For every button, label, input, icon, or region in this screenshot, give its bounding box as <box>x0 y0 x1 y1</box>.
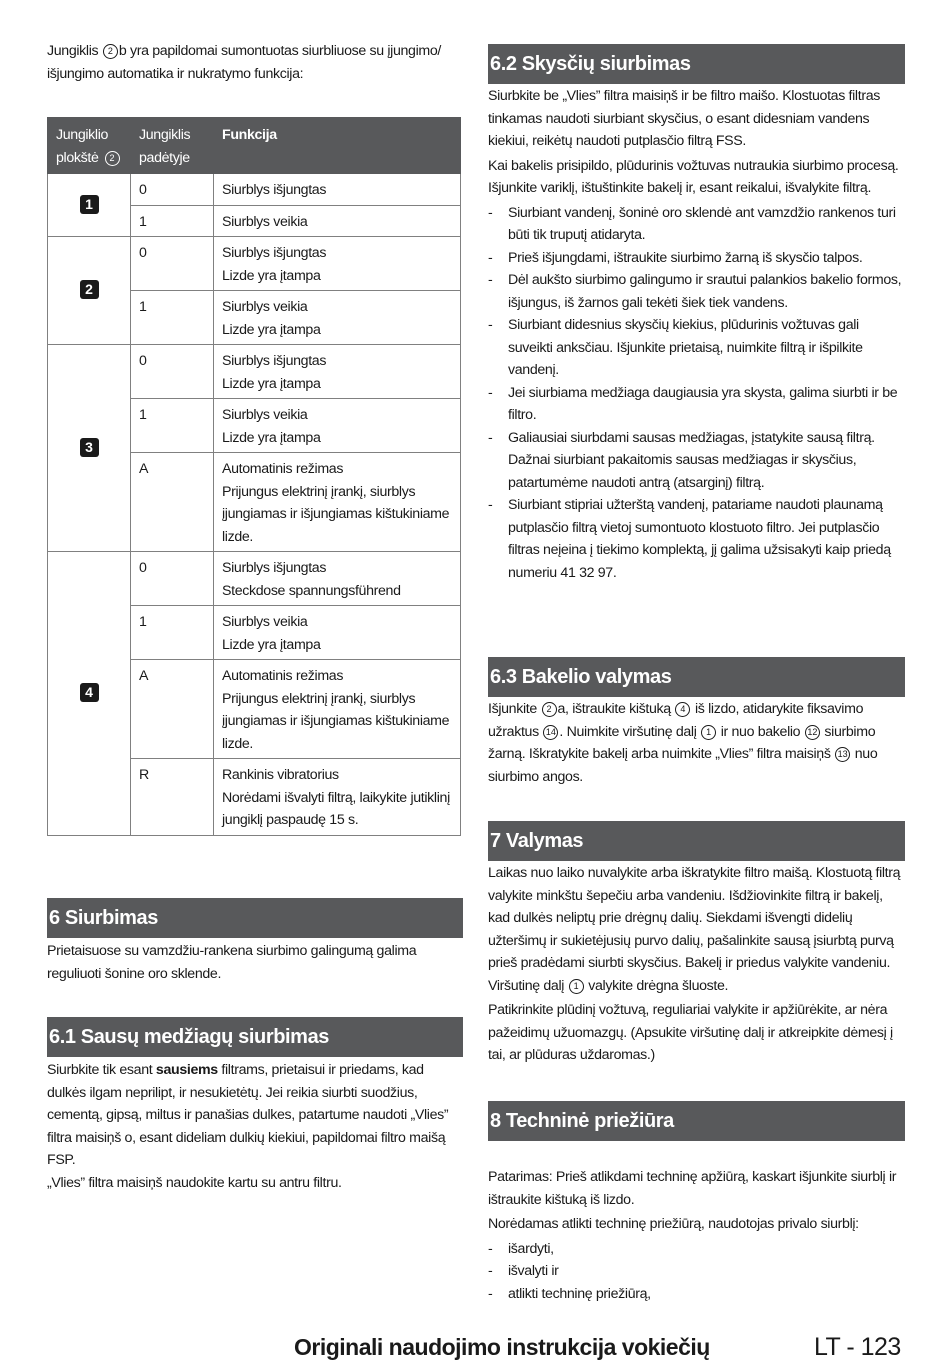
position-cell: 1 <box>131 399 214 453</box>
list-item: - Galiausiai siurbdami sausas medžiagas, įstatykite sausą filtrą. Dažnai siurbiant pakaitomis sausas medžiagas ir skysčius, patartumėme naudoti antrą (atsarginį) filtrą. <box>488 427 903 495</box>
list-item: - atlikti techninę priežiūrą, <box>488 1283 903 1306</box>
ref-circle: 2 <box>103 44 118 59</box>
section-heading-6-2: 6.2 Skysčių siurbimas <box>488 44 905 84</box>
header-function: Funkcija <box>214 118 461 174</box>
section-6-1-paragraph-2: „Vlies” filtra maisiņš naudokite kartu su antru filtru. <box>47 1174 342 1191</box>
position-cell: 0 <box>131 237 214 291</box>
function-cell: Automatinis režimas Prijungus elektrinį įrankį, siurblys įjungiamas ir išjungiamas kištukiniame lizde. <box>214 660 461 759</box>
section-8-paragraph-1: Patarimas: Prieš atlikdami techninę apžiūrą, kaskart išjunkite siurblį ir ištraukite kištuką iš lizdo. <box>488 1169 897 1208</box>
plate-badge: 1 <box>80 195 99 214</box>
section-6-2-paragraph-1: Siurbkite be „Vlies” filtra maisiņš ir be filtro maišo. Klostuotas filtras tinkamas naudoti siurbiant skysčius, o esant didesniam vandens kiekiui, reikėtų naudoti putplasčio filtrą FSS. <box>488 88 880 149</box>
plate-badge: 2 <box>80 280 99 299</box>
section-heading-6-1: 6.1 Sausų medžiagų siurbimas <box>47 1017 463 1057</box>
position-cell: 1 <box>131 291 214 345</box>
plate-cell <box>48 237 131 345</box>
plate-badge: 4 <box>80 683 99 702</box>
section-7-paragraph-1: Laikas nuo laiko nuvalykite arba iškratykite filtro maišą. Klostuotą filtrą valykite minkštu šepečiu arba vandeniu. Išdžiovinkite filtrą ir bakelį, kad dulkės neliptų prie drėgnų dalių. Siekdami išvengti didelių užteršimų ir sukietėjusių purvo dalių, pašalinkite sausą įsiurbtą purvą prieš pradėdami siurbti skysčius. Bakelį ir priedus valykite vandeniu. Viršutinę dalį 1 valykite drėgna šluoste. <box>488 865 901 994</box>
function-cell: Siurblys veikia Lizde yra įtampa <box>214 399 461 453</box>
list-item: - išvalyti ir <box>488 1260 903 1283</box>
switch-function-table <box>47 117 461 836</box>
section-8-paragraph-2: Norėdamas atlikti techninę priežiūrą, naudotojas privalo siurblį: <box>488 1216 859 1232</box>
list-item: - Dėl aukšto siurbimo galingumo ir srautui palankios bakelio formos, išjungus, iš žarnos gali tekėti šiek tiek vandens. <box>488 269 903 314</box>
table-row <box>48 174 461 206</box>
function-cell: Automatinis režimas Prijungus elektrinį įrankį, siurblys įjungiamas ir išjungiamas kištukiniame lizde. <box>214 453 461 552</box>
position-cell: R <box>131 759 214 836</box>
section-7-paragraph-2: Patikrinkite plūdinį vožtuvą, reguliariai valykite ir apžiūrėkite, ar nėra pažeidimų užuomazgų. (Apsukite viršutinę dalį ir atkreipkite dėmesį į tai, ar plūduras uždaromas.) <box>488 1002 893 1063</box>
plate-cell <box>48 552 131 836</box>
section-6-3-body <box>488 698 903 788</box>
section-6-text: Prietaisuose su vamzdžiu-rankena siurbimo galingumą galima reguliuoti šonine oro sklende. <box>47 943 417 982</box>
position-cell: A <box>131 660 214 759</box>
table-row <box>48 345 461 399</box>
table-row <box>48 552 461 606</box>
position-cell: 0 <box>131 552 214 606</box>
header-position: Jungiklis padėtyje <box>131 118 214 174</box>
list-item: - Siurbiant vandenį, šoninė oro sklendė ant vamzdžio rankenos turi būti tik truputį atidaryta. <box>488 202 903 247</box>
switch-intro: Jungiklis 2 b yra papildomai sumontuotas siurbliuose su įjungimo/ išjungimo automatika ir nukratymo funkcija: <box>47 43 441 82</box>
table-row <box>48 237 461 291</box>
list-item: - išardyti, <box>488 1238 903 1261</box>
section-6-2-body <box>488 85 903 584</box>
plate-cell <box>48 174 131 237</box>
position-cell: 0 <box>131 345 214 399</box>
list-item: - Prieš išjungdami, ištraukite siurbimo žarną iš skysčio talpos. <box>488 247 903 270</box>
list-item: - Jei siurbiama medžiaga daugiausia yra skysta, galima siurbti ir be filtro. <box>488 382 903 427</box>
function-cell: Siurblys veikia Lizde yra įtampa <box>214 291 461 345</box>
section-6-1-paragraph-1: Siurbkite tik esant sausiems filtrams, prietaisui ir priedams, kad dulkės ilgam neprilipt, ir nesukietėtų. Jei reikia siurbti suodžius, cementą, gipsą, miltus ir panašias dulkes, patartume naudoti „Vlies” filtra maisiņš o, esant dideliam dulkių kiekiui, papildomai filtro maišą FSP. <box>47 1062 449 1168</box>
table-header-row <box>48 118 461 174</box>
function-cell: Siurblys išjungtas Lizde yra įtampa <box>214 345 461 399</box>
page-number: LT - 123 <box>814 1333 901 1361</box>
position-cell: 1 <box>131 606 214 660</box>
function-cell: Siurblys veikia <box>214 205 461 237</box>
header-plate: Jungiklio plokštė 2 <box>48 118 131 174</box>
position-cell: 0 <box>131 174 214 206</box>
section-6-2-list <box>488 202 903 585</box>
section-heading-8: 8 Techninė priežiūra <box>488 1101 905 1141</box>
function-cell: Siurblys išjungtas Lizde yra įtampa <box>214 237 461 291</box>
section-heading-6-3: 6.3 Bakelio valymas <box>488 657 905 697</box>
section-8-body <box>488 1166 903 1305</box>
section-heading-6: 6 Siurbimas <box>47 898 463 938</box>
list-item: - Siurbiant didesnius skysčių kiekius, plūdurinis vožtuvas gali suveikti anksčiau. Išjunkite prietaisą, nuimkite filtrą ir išpilkite vandenį. <box>488 314 903 382</box>
section-6-2-paragraph-2: Kai bakelis prisipildo, plūdurinis vožtuvas nutraukia siurbimo procesą. Išjunkite variklį, ištuštinkite bakelį ir, esant reikalui, išvalykite filtrą. <box>488 157 899 196</box>
section-6-3-text: Išjunkite 2 a, ištraukite kištuką 4 iš lizdo, atidarykite fiksavimo užraktus 14 . Nuimkite viršutinę dalį 1 ir nuo bakelio 12 siurbimo žarną. Iškratykite bakelį arba nuimkite „Vlies” filtra maisiņš 13 nuo siurbimo angos. <box>488 701 878 785</box>
plate-badge: 3 <box>80 438 99 457</box>
position-cell: A <box>131 453 214 552</box>
list-item: - Siurbiant stipriai užterštą vandenį, patariame naudoti plaunamą putplasčio filtrą vietoj sumontuoto klostuoto filtro. Jei putplasčio filtras neįeina į tiekimo komplektą, jį galima užsisakyti kaip priedą numeriu 41 32 97. <box>488 494 903 584</box>
function-cell: Siurblys išjungtas Steckdose spannungsführend <box>214 552 461 606</box>
section-6-body <box>47 940 461 985</box>
section-6-1-body <box>47 1059 461 1194</box>
section-7-body <box>488 862 903 1067</box>
position-cell: 1 <box>131 205 214 237</box>
function-cell: Siurblys veikia Lizde yra įtampa <box>214 606 461 660</box>
section-8-list <box>488 1238 903 1306</box>
function-cell: Siurblys išjungtas <box>214 174 461 206</box>
footer-title: Originali naudojimo instrukcija vokiečių <box>294 1334 710 1360</box>
section-heading-7: 7 Valymas <box>488 821 905 861</box>
plate-cell <box>48 345 131 552</box>
function-cell: Rankinis vibratorius Norėdami išvalyti filtrą, laikykite jutiklinį jungiklį paspaudę 15 s. <box>214 759 461 836</box>
